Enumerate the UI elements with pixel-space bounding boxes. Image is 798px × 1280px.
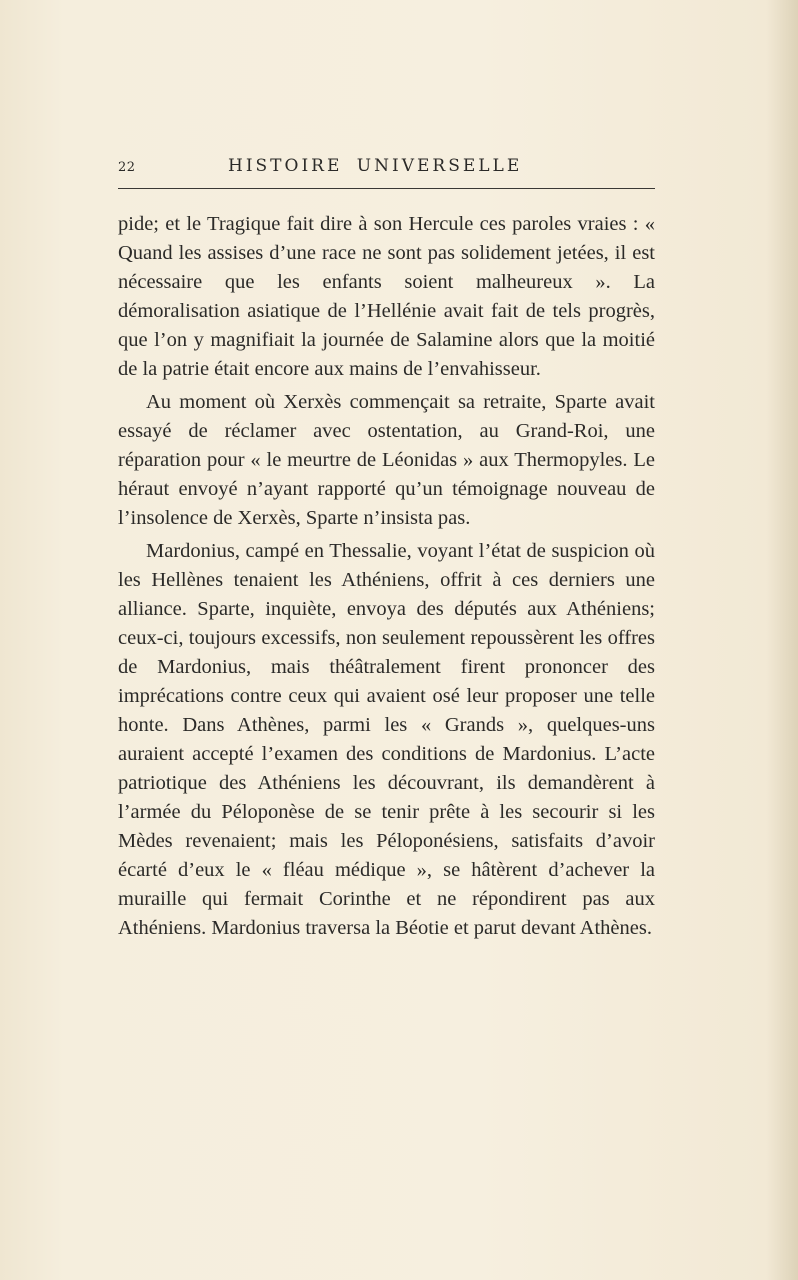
paragraph-2: Au moment où Xerxès commençait sa retraite, Sparte avait essayé de réclamer avec ostentation, au Grand-Roi, une réparation pour « le meurtre de Léonidas » aux Thermopyles. Le héraut envoyé n’ayant rapporté qu’un témoignage nouveau de l’insolence de Xerxès, Sparte n’insista pas. bbox=[118, 391, 655, 529]
page-number: 22 bbox=[118, 160, 136, 175]
running-title: HISTOIRE UNIVERSELLE bbox=[228, 156, 523, 176]
header-rule bbox=[118, 188, 655, 189]
paragraph-3: Mardonius, campé en Thessalie, voyant l’état de suspicion où les Hellènes tenaient les Athéniens, offrit à ces derniers une alliance. Sparte, inquiète, envoya des députés aux Athéniens; ceux-ci, toujours excessifs, non seulement repoussèrent les offres de Mardonius, mais théâtralement firent prononcer des imprécations contre ceux qui avaient osé leur proposer une telle honte. Dans Athènes, parmi les « Grands », quelques-uns auraient accepté l’examen des conditions de Mardonius. L’acte patriotique des Athéniens les découvrant, ils demandèrent à l’armée du Péloponèse de se tenir prête à les secourir si les Mèdes revenaient; mais les Péloponésiens, satisfaits d’avoir écarté d’eux le « fléau médique », se hâtèrent d’achever la muraille qui fermait Corinthe et ne répondirent pas aux Athéniens. Mardonius traversa la Béotie et parut devant Athènes. bbox=[118, 540, 655, 939]
paragraph-1: pide; et le Tragique fait dire à son Hercule ces paroles vraies : « Quand les assises d’une race ne sont pas solidement jetées, il est nécessaire que les enfants soient malheureux ». La démoralisation asiatique de l’Hellénie avait fait de tels progrès, que l’on y magnifiait la journée de Salamine alors que la moitié de la patrie était encore aux mains de l’envahisseur. bbox=[118, 213, 655, 380]
body-text bbox=[118, 210, 655, 947]
running-head bbox=[118, 154, 655, 186]
